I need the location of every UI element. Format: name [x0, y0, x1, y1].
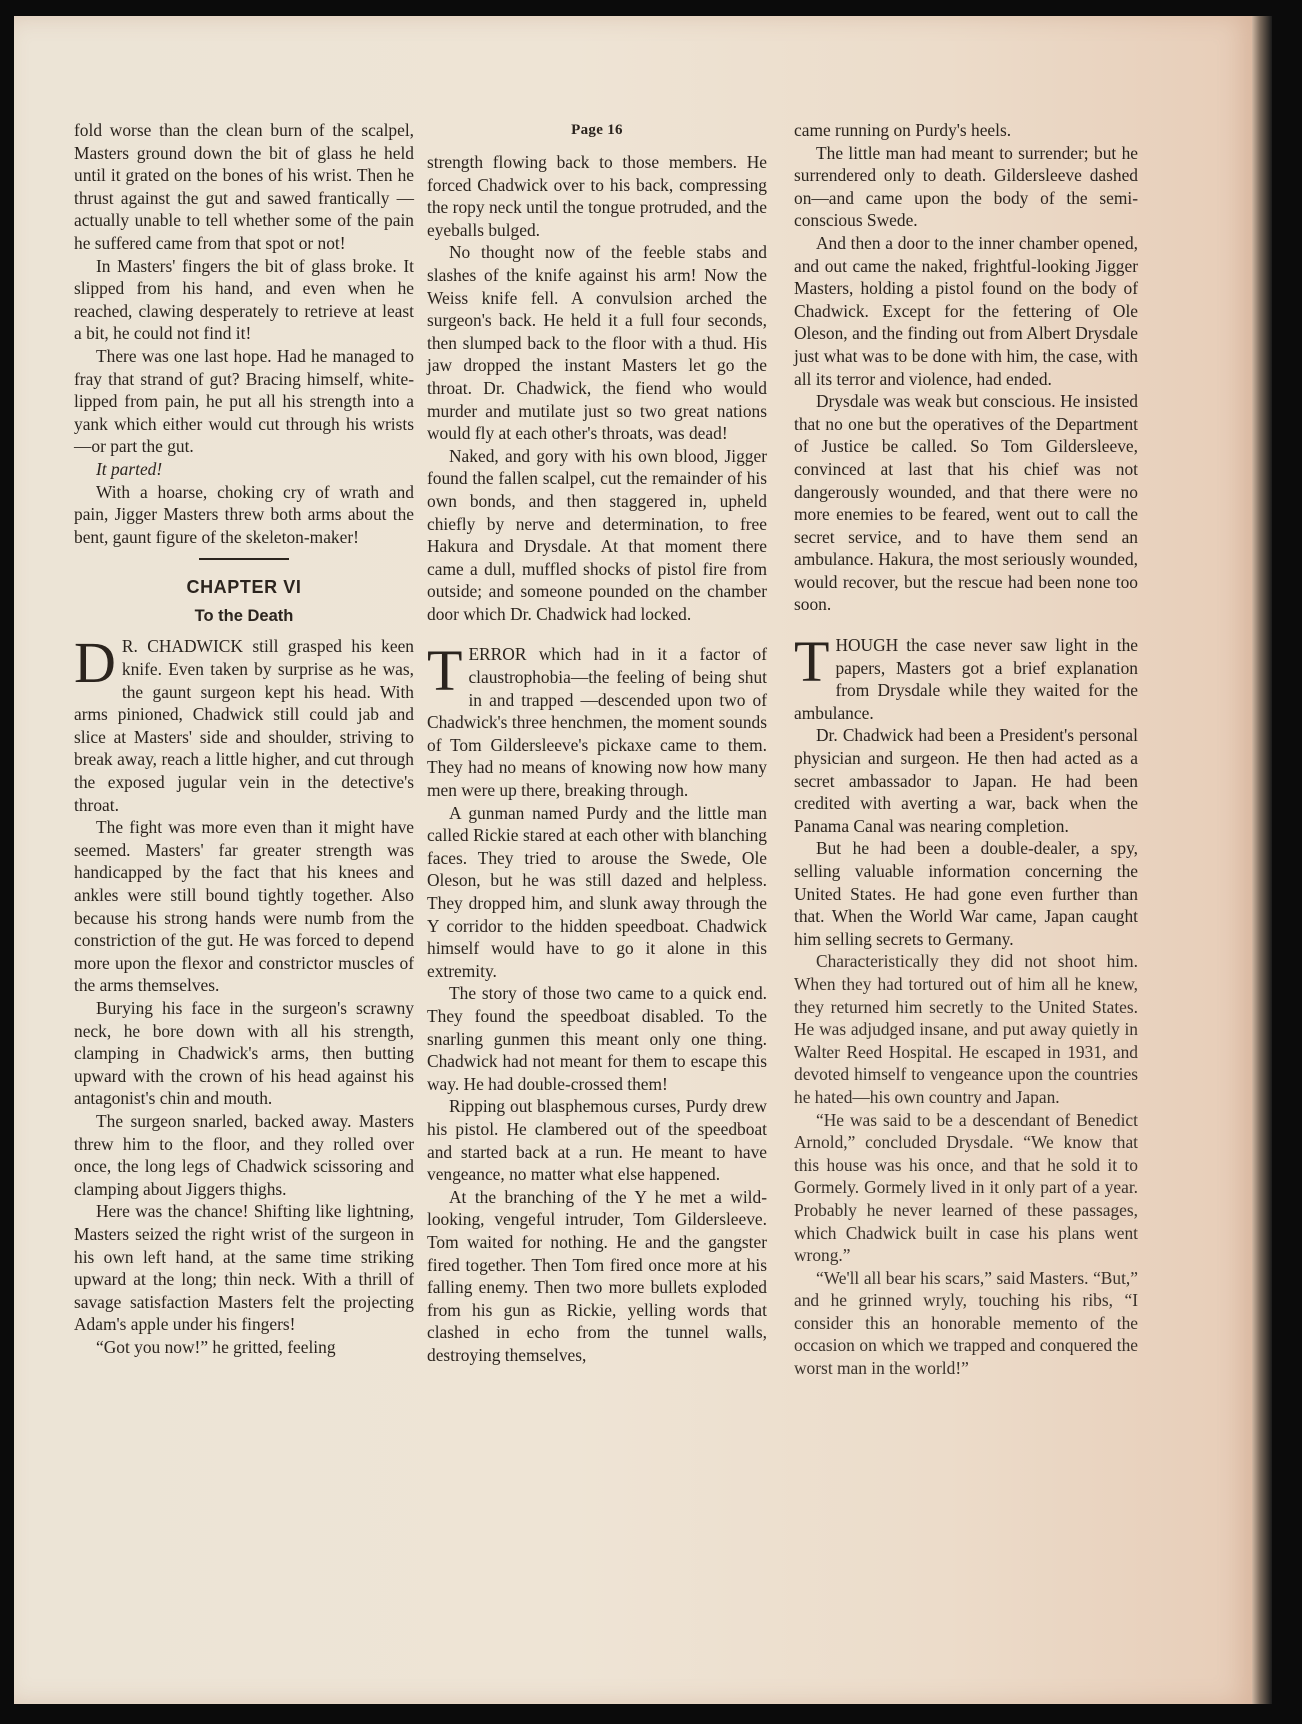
paragraph: “Got you now!” he gritted, feeling [96, 1336, 336, 1357]
paragraph-text: ERROR which had in it a factor of claustrophobia—the feeling of being shut in and trapped —descended upon two of Chadwick's three henchmen, the moment sounds of Tom Gildersleeve's pickaxe came to them. They had no means of knowing now how many men were up there, breaking through. [427, 644, 767, 801]
paragraph: At the branching of the Y he met a wild-looking, vengeful intruder, Tom Gildersleeve. Tom waited for nothing. He and the gangster fired together. Then Tom fired once more at his falling enemy. Then two more bullets exploded from his gun as Rickie, yelling words that clashed in echo from the tunnel walls, destroying themselves, [427, 1186, 767, 1365]
paragraph: The little man had meant to surrender; but he surrendered only to death. Gildersleeve dashed on—and came upon the body of the semi-conscious Swede. [794, 142, 1138, 231]
paragraph: The surgeon snarled, backed away. Masters threw him to the floor, and they rolled over once, the long legs of Chadwick scissoring and clamping about Jiggers thighs. [74, 1110, 414, 1199]
paragraph: Burying his face in the surgeon's scrawny neck, he bore down with all his strength, clamping in Chadwick's arms, then butting upward with the crown of his head against his antagonist's chin and mouth. [74, 997, 414, 1109]
paragraph: In Masters' fingers the bit of glass broke. It slipped from his hand, and even when he reached, clawing desperately to retrieve at least a bit, he could not find it! [74, 255, 414, 344]
paragraph: But he had been a double-dealer, a spy, selling valuable information concerning the United States. He had gone even further than that. When the World War came, Japan caught him selling secrets to Germany. [794, 838, 1138, 949]
paragraph: came running on Purdy's heels. [794, 120, 1012, 140]
paragraph: The story of those two came to a quick end. They found the speedboat disabled. To the snarling gunmen this meant only one thing. Chadwick had not meant for them to escape this way. He had double-crossed them! [427, 983, 767, 1094]
section-break [427, 625, 767, 643]
drop-cap: T [794, 629, 830, 695]
section-break [794, 616, 1138, 634]
paragraph-with-dropcap [794, 629, 1138, 724]
paragraph: Drysdale was weak but conscious. He insisted that no one but the operatives of the Department of Justice be called. So Tom Gildersleeve, convinced at last that his chief was not dangerously wounded, and that there were no more enemies to be feared, went out to call the secret service, and to have them send an ambulance. Hakura, the most seriously wounded, would recover, but the rescue had been none too soon. [794, 391, 1138, 615]
page-number: Page 16 [571, 122, 623, 138]
section-divider [199, 558, 289, 560]
paragraph-with-dropcap [427, 638, 767, 801]
chapter-subtitle: To the Death [194, 606, 294, 625]
paragraph: Here was the chance! Shifting like lightning, Masters seized the right wrist of the surgeon in his own left hand, at the same time striking upward at the long; thin neck. With a thrill of savage satisfaction Masters felt the projecting Adam's apple under his fingers! [74, 1201, 414, 1335]
paragraph: And then a door to the inner chamber opened, and out came the naked, frightful-looking Jigger Masters, holding a pistol found on the body of Chadwick. Except for the fettering of Ole Oleson, and the finding out from Albert Drysdale just what was to be done with him, the case, with all its terror and violence, had ended. [794, 232, 1138, 389]
chapter-title: CHAPTER VI [186, 577, 302, 598]
paragraph: “He was said to be a descendant of Benedict Arnold,” concluded Drysdale. “We know that this house was his once, and that he sold it to Gormely. Gormely lived in it only part of a year. Probably he never learned of these passages, which Chadwick built in case his plans went wrong.” [794, 1109, 1138, 1266]
paragraph-text: R. CHADWICK still grasped his keen knife. Even taken by surprise as he was, the gaunt surgeon kept his head. With arms pinioned, Chadwick still could jab and slice at Masters' side and shoulder, striving to break away, reach a little higher, and cut through the exposed jugular vein in the detective's throat. [74, 636, 414, 815]
paragraph: The fight was more even than it might have seemed. Masters' far greater strength was handicapped by the fact that his knees and ankles were still bound tightly together. Also because his strong hands were numb from the constriction of the gut. He was forced to depend more upon the flexor and constrictor muscles of the arms themselves. [74, 817, 414, 996]
text-column-left [74, 119, 414, 1358]
text-column-right [794, 119, 1138, 1380]
paragraph: “We'll all bear his scars,” said Masters. “But,” and he grinned wryly, touching his ribs, “I consider this an honorable memento of the occasion on which we trapped and conquered the worst man in the world!” [794, 1267, 1138, 1379]
drop-cap: T [427, 638, 463, 704]
magazine-page [14, 16, 1252, 1704]
paragraph-with-dropcap [74, 630, 414, 816]
page-edge-shadow [1252, 16, 1272, 1704]
paragraph: strength flowing back to those members. He forced Chadwick over to his back, compressing the ropy neck until the tongue protruded, and the eyeballs bulged. [427, 152, 767, 240]
paragraph: With a hoarse, choking cry of wrath and pain, Jigger Masters threw both arms about the bent, gaunt figure of the skeleton-maker! [74, 481, 414, 547]
paragraph: A gunman named Purdy and the little man called Rickie stared at each other with blanching faces. They tried to arouse the Swede, Ole Oleson, but he was still dazed and helpless. They dropped him, and slunk away through the Y corridor to the hidden speedboat. Chadwick himself would have to go it alone in this extremity. [427, 802, 767, 981]
paragraph: There was one last hope. Had he managed to fray that strand of gut? Bracing himself, white-lipped from pain, he put all his strength into a yank which either would cut through his wrists—or part the gut. [74, 345, 414, 457]
paragraph: No thought now of the feeble stabs and slashes of the knife against his arm! Now the Weiss knife fell. A convulsion arched the surgeon's back. He held it a full four seconds, then slumped back to the floor with a thud. His jaw dropped the instant Masters let go the throat. Dr. Chadwick, the fiend who would murder and mutilate just so two great nations would fly at each other's throats, was dead! [427, 242, 767, 444]
paragraph: fold worse than the clean burn of the scalpel, Masters ground down the bit of glass he held until it grated on the bones of his wrist. Then he thrust against the gut and sawed frantically —actually unable to tell whether some of the pain he suffered came from that spot or not! [74, 120, 414, 253]
drop-cap: D [74, 630, 116, 696]
paragraph: Characteristically they did not shoot him. When they had tortured out of him all he knew, they returned him secretly to the United States. He was adjudged insane, and put away quietly in Walter Reed Hospital. He escaped in 1931, and devoted himself to vengeance upon the countries he hated—his own country and Japan. [794, 951, 1138, 1107]
paragraph: It parted! [96, 458, 163, 479]
paragraph-text: HOUGH the case never saw light in the papers, Masters got a brief explanation from Drysdale while they waited for the ambulance. [794, 635, 1138, 723]
paragraph: Dr. Chadwick had been a President's personal physician and surgeon. He then had acted as a secret ambassador to Japan. He had been credited with averting a war, back when the Panama Canal was nearing completion. [794, 725, 1138, 836]
paragraph: Ripping out blasphemous curses, Purdy drew his pistol. He clambered out of the speedboat and started back at a run. He meant to have vengeance, no matter what else happened. [427, 1096, 767, 1185]
paragraph: Naked, and gory with his own blood, Jigger found the fallen scalpel, cut the remainder of his own bonds, and then staggered in, upheld chiefly by nerve and determination, to free Hakura and Drysdale. At that moment there came a dull, muffled shocks of pistol fire from outside; and someone pounded on the chamber door which Dr. Chadwick had locked. [427, 445, 767, 624]
text-column-middle [427, 119, 767, 1366]
